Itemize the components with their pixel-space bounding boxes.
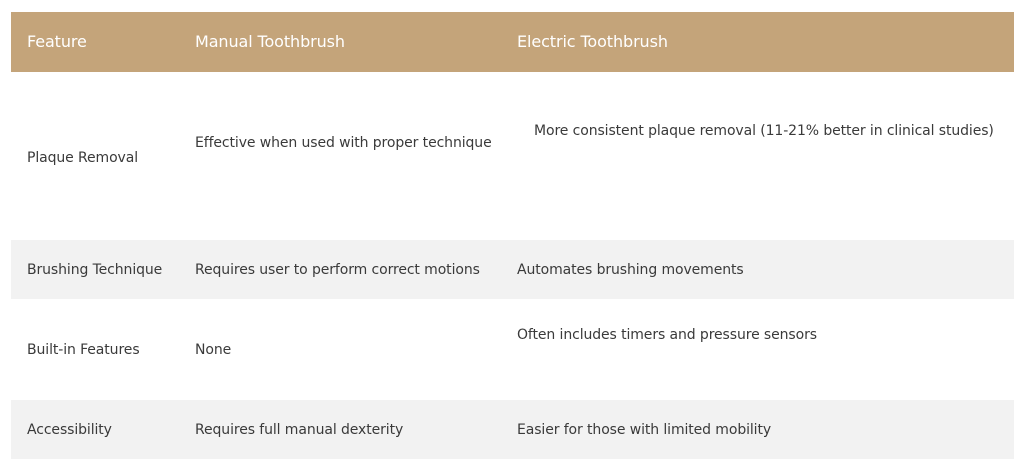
table-header-row [11,12,1014,72]
row-manual-cell: Requires user to perform correct motions [195,262,480,278]
row-feature-cell: Built-in Features [27,342,140,358]
row-feature-cell: Brushing Technique [27,262,163,278]
row-electric-cell: Easier for those with limited mobility [517,422,772,438]
row-manual-cell: None [195,342,232,358]
table-row [11,72,1014,240]
header-electric-toothbrush: Electric Toothbrush [517,32,668,51]
table-row [11,240,1014,299]
row-manual-cell: Requires full manual dexterity [195,422,404,438]
row-feature-cell: Accessibility [27,422,112,438]
header-manual-toothbrush: Manual Toothbrush [195,32,345,51]
row-feature-cell: Plaque Removal [27,150,139,166]
row-electric-cell: More consistent plaque removal (11-21% better in clinical studies) [534,123,994,139]
row-electric-cell: Often includes timers and pressure sensors [517,327,817,343]
header-feature: Feature [27,32,87,51]
table-row [11,400,1014,459]
comparison-table [11,12,1014,459]
row-electric-cell: Automates brushing movements [517,262,744,278]
row-manual-cell: Effective when used with proper technique [195,135,492,151]
table-row [11,299,1014,400]
